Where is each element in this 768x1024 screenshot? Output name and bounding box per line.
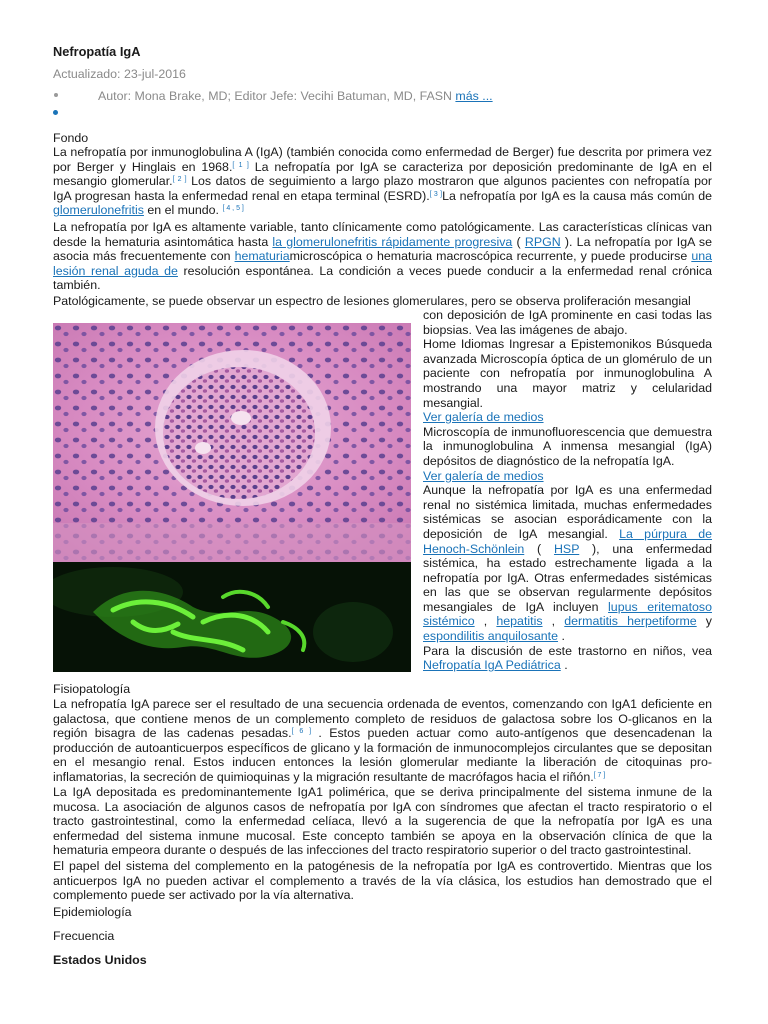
text: microscópica o hematuria macroscópica recurrente, y puede producirse [289,249,692,264]
text: ), una enfermedad sistémica, ha estado estrechamente ligada a la nefropatía por IgA. Otras enfermedades sistémicas en las que se observan regularmente depósitos mesangiales de IgA incluyen [423,541,712,614]
link-hematuria[interactable]: hematuria [234,249,290,264]
he-microscopy-image[interactable] [53,323,411,562]
media-gallery-link-2[interactable]: Ver galería de medios [423,468,544,483]
ref-link[interactable]: [ 4 , 5 ] [222,205,244,213]
section-estados-unidos: Estados Unidos [53,953,147,967]
text: . [558,629,565,644]
ref-link[interactable]: [ 6 ] [291,728,312,736]
text: . [560,658,568,673]
section-epidemiologia: Epidemiología [53,905,132,919]
paragraph-mucosal: La IgA depositada es predominantemente IgA1 polimérica, que se deriva principalmente del sistema inmune de la mucosa. La asociación de algunos casos de nefropatía por IgA con síndromes que afectan el tracto respiratorio o el tracto gastrointestinal, como la enfermedad celíaca, llevó a la sugerencia de que la nefropatía por IgA es una enfermedad del sistema inmune mucosal. Este concepto también se apoya en la observación clínica de que la hematuria empeora durante o después de las infecciones del tracto respiratorio superior o del tracto gastrointestinal. [53,785,712,858]
author-line [98,89,493,104]
section-frecuencia: Frecuencia [53,929,115,943]
more-authors-link[interactable]: más ... [455,89,493,103]
updated-date: Actualizado: 23-jul-2016 [53,67,186,81]
ref-link[interactable]: [ 3 ] [429,190,443,198]
link-glomerulonefritis[interactable]: glomerulonefritis [53,203,144,218]
text: La nefropatía IgA parece ser el resultado de una secuencia ordenada de eventos, comenzando con IgA1 deficiente en galactosa, que contiene menos de un complemento completo de residuos de galactosa sobre los O-glicanos en la región bisagra de las cadenas pesadas. [53,697,712,741]
link-lesion-renal[interactable]: una lesión renal aguda de [53,249,712,278]
ref-link[interactable]: [ 7 ] [593,771,606,779]
text: . Estos pueden actuar como auto-antígenos que desencadenan la producción de autoanticuerpos específicos de glicano y la formación de inmunocomplejos circulantes que se depositan en el mesangio renal. Estos inducen entonces la lesión glomerular mediante la liberación de citoquinas pro-inflamatorias, la secreción de quimioquinas y la migración resultante de macrófagos hacia el riñón. [53,726,712,784]
author-text: Autor: Mona Brake, MD; Editor Jefe: Vecihi Batuman, MD, FASN [98,89,452,103]
he-caption: Home Idiomas Ingresar a Epistemonikos Búsqueda avanzada Microscopía óptica de un glomérulo de un paciente con nefropatía por inmunoglobulina A mostrando una mayor matriz y celularidad mesangial. [423,337,712,410]
text: , [474,614,497,629]
paragraph-intro [53,145,712,218]
paragraph-systemic [423,483,712,644]
text: La nefropatía por IgA se caracteriza por deposición predominante de IgA en el mesangio glomerular. [53,159,712,189]
bullet-icon [54,93,58,97]
paragraph-pediatric [423,644,712,673]
link-lupus[interactable]: lupus eritematoso sistémico [423,599,712,629]
text: con deposición de IgA prominente en casi todas las biopsias. Vea las imágenes de abajo. [423,308,712,337]
section-fondo: Fondo [53,131,89,145]
article-title: Nefropatía IgA [53,44,141,59]
right-column [423,308,712,673]
text: y [696,614,713,629]
text: La nefropatía por IgA es la causa más común de [442,188,712,203]
paragraph-patho-line: Patológicamente, se puede observar un espectro de lesiones glomerulares, pero se observa proliferación mesangial [53,294,691,308]
paragraph-pathophysiology [53,697,712,785]
text: resolución espontánea. La condición a veces puede conducir a la enfermedad renal crónica también. [53,263,713,293]
link-dermatitis[interactable]: dermatitis herpetiforme [564,614,697,629]
text: Aunque la nefropatía por IgA es una enfermedad renal no sistémica limitada, muchas enfermedades sistémicas se asocian esporádicamente con la deposición de IgA mesangial. [423,483,712,541]
bullet-icon [53,110,58,115]
text: La nefropatía por inmunoglobulina A (IgA) (también conocida como enfermedad de Berger) fue descrita por primera vez por Berger y Hinglais en 1968. [53,145,712,174]
link-rpgn-full[interactable]: la glomerulonefritis rápidamente progresiva [272,234,513,249]
text: ( [524,541,554,556]
link-hepatitis[interactable]: hepatitis [496,614,543,629]
text: Los datos de seguimiento a largo plazo mostraron que algunos pacientes con nefropatía por IgA progresan hasta la enfermedad renal en etapa terminal (ESRD). [53,174,712,203]
text: La nefropatía por IgA es altamente variable, tanto clínicamente como patológicamente. Las características clínicas van desde la hematuria asintomática hasta [53,220,712,249]
text: ). La nefropatía por IgA se asocia más frecuentemente con [53,234,712,264]
text: Para la discusión de este trastorno en niños, vea [423,643,712,658]
link-hsp[interactable]: HSP [553,541,580,556]
ref-link[interactable]: [ 2 ] [172,176,187,184]
immunofluorescence-image[interactable] [53,562,411,672]
text: ( [512,234,525,249]
link-espondilitis[interactable]: espondilitis anquilosante [423,629,559,644]
if-caption: Microscopía de inmunofluorescencia que demuestra la inmunoglobulina A inmensa mesangial (IgA) depósitos de diagnóstico de la nefropatía IgA. [423,424,712,468]
paragraph-complement: El papel del sistema del complemento en la patogénesis de la nefropatía por IgA es controvertido. Mientras que los anticuerpos IgA no pueden activar el complemento a través de la vía clásica, los estudios han demostrado que el complemento puede ser activado por la vía alternativa. [53,859,712,903]
link-rpgn[interactable]: RPGN [524,234,561,249]
link-henoch-schonlein[interactable]: La púrpura de Henoch-Schönlein [423,526,712,556]
text: en el mundo. [143,203,219,218]
link-pediatric[interactable]: Nefropatía IgA Pediátrica [423,658,561,673]
section-fisiopatologia: Fisiopatología [53,682,131,696]
media-gallery-link-1[interactable]: Ver galería de medios [423,410,544,425]
paragraph-clinical [53,220,712,293]
text: , [542,614,565,629]
ref-link[interactable]: [ 1 ] [232,161,249,169]
